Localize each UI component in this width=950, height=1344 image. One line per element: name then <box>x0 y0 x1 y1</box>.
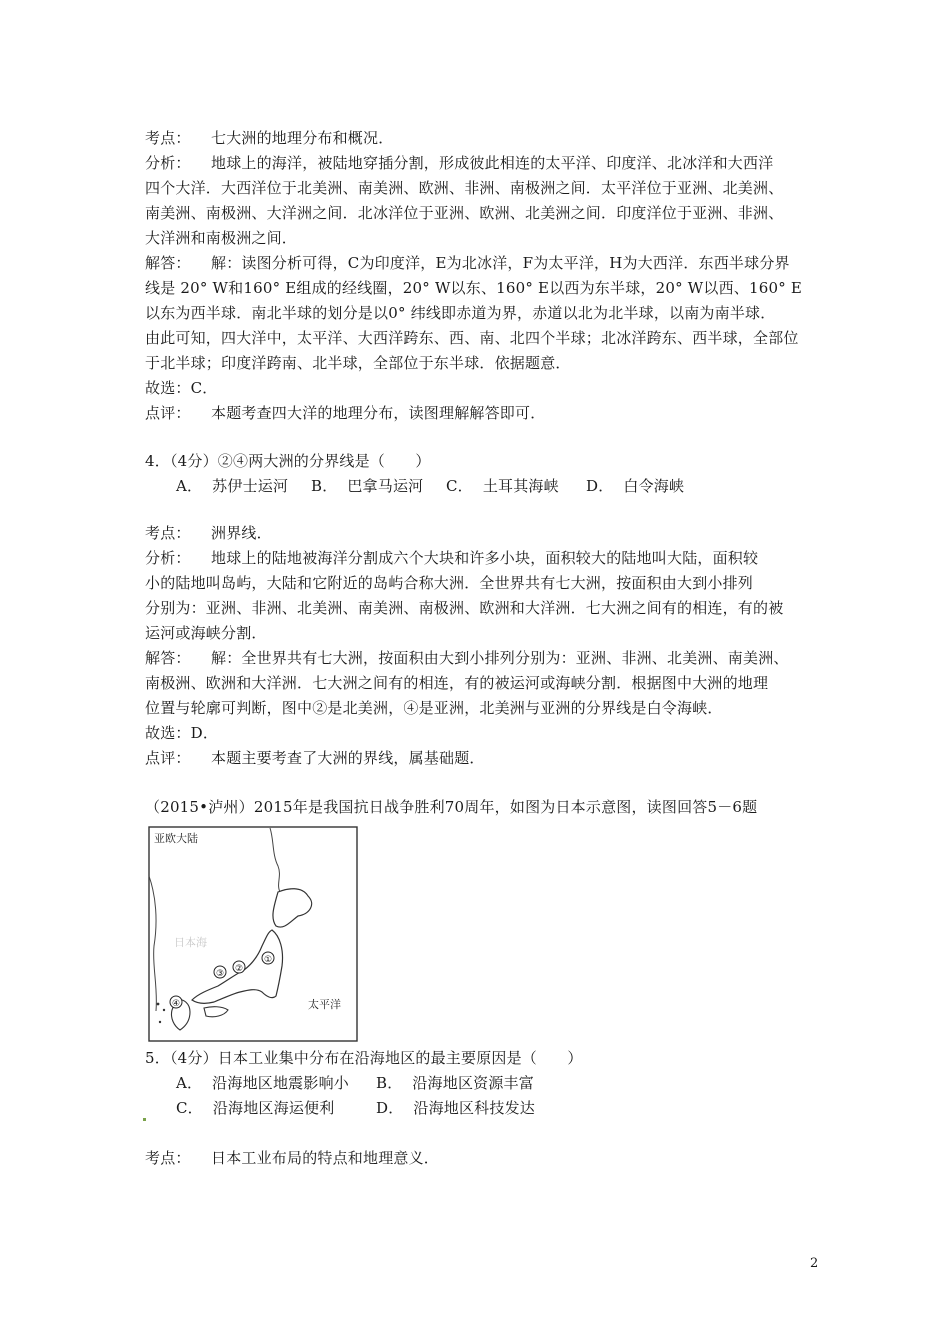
label-dianping: 点评： <box>145 749 191 767</box>
q4-option-c: C． 土耳其海峡 <box>446 477 559 495</box>
label-guxuan: 故选： <box>145 724 191 742</box>
label-kaodian: 考点： <box>145 524 191 542</box>
japan-map <box>148 826 358 1042</box>
map-label-ocean: 太平洋 <box>308 998 341 1011</box>
label-guxuan: 故选： <box>145 379 191 397</box>
group-intro: （2015•泸州）2015年是我国抗日战争胜利70周年，如图为日本示意图，读图回答5－6题 <box>145 798 758 816</box>
q4-jieda-line <box>145 648 789 668</box>
marker-4-label: ④ <box>171 999 181 1009</box>
q3-answer-line <box>145 378 218 398</box>
q3-fenxi-2: 南美洲、南极洲、大洋洲之间．北冰洋位于亚洲、欧洲、北美洲之间．印度洋位于亚洲、非洲、 <box>145 204 784 222</box>
q5-option-a: A． 沿海地区地震影响小 <box>176 1074 349 1092</box>
label-fenxi: 分析： <box>145 154 191 172</box>
islet <box>163 1009 165 1011</box>
islet <box>159 1021 161 1023</box>
q3-dianping: 本题考查四大洋的地理分布，读图理解解答即可． <box>211 404 546 422</box>
label-jieda: 解答： <box>145 254 191 272</box>
q4-jieda-1: 南极洲、欧洲和大洋洲．七大洲之间有的相连，有的被运河或海峡分割．根据图中大洲的地理 <box>145 674 769 692</box>
q4-answer: D． <box>190 724 219 742</box>
q3-jieda-2: 以东为西半球．南北半球的划分是以0° 纬线即赤道为界，赤道以北为北半球，以南为南半球． <box>145 304 776 322</box>
q5-kaodian-line <box>145 1148 439 1168</box>
q3-fenxi-1: 四个大洋．大西洋位于北美洲、南美洲、欧洲、非洲、南极洲之间．太平洋位于亚洲、北美洲、 <box>145 179 784 197</box>
q4-jieda-0: 解：全世界共有七大洲，按面积由大到小排列分别为：亚洲、非洲、北美洲、南美洲、 <box>211 649 789 667</box>
q4-dianping-line <box>145 748 485 768</box>
scan-artifact <box>143 1118 146 1121</box>
map-label-sea: 日本海 <box>174 936 207 949</box>
q4-stem: 4．（4分）②④两大洲的分界线是（ ） <box>145 452 431 470</box>
q4-kaodian: 洲界线． <box>211 524 272 542</box>
q3-kaodian-line <box>145 128 393 148</box>
q4-fenxi-3: 运河或海峡分割． <box>145 624 267 642</box>
q4-fenxi-2: 分别为：亚洲、非洲、北美洲、南美洲、南极洲、欧洲和大洋洲．七大洲之间有的相连，有的被 <box>145 599 784 617</box>
q3-fenxi-0: 地球上的海洋，被陆地穿插分割，形成彼此相连的太平洋、印度洋、北冰洋和大西洋 <box>211 154 774 172</box>
marker-1-label: ① <box>263 955 273 965</box>
q5-option-c: C． 沿海地区海运便利 <box>176 1099 335 1117</box>
q5-option-d: D． 沿海地区科技发达 <box>376 1099 535 1117</box>
q4-fenxi-0: 地球上的陆地被海洋分割成六个大块和许多小块，面积较大的陆地叫大陆，面积较 <box>211 549 759 567</box>
q5-option-b: B． 沿海地区资源丰富 <box>376 1074 534 1092</box>
q3-jieda-4: 于北半球；印度洋跨南、北半球，全部位于东半球．依据题意． <box>145 354 571 372</box>
q3-jieda-0: 解：读图分析可得，C为印度洋，E为北冰洋，F为太平洋，H为大西洋．东西半球分界 <box>211 254 790 272</box>
q5-kaodian: 日本工业布局的特点和地理意义． <box>211 1149 440 1167</box>
q3-fenxi-line <box>145 153 773 173</box>
q5-options-row1 <box>176 1073 534 1093</box>
q5-options-row2 <box>176 1098 535 1118</box>
map-label-continent: 亚欧大陆 <box>154 832 198 845</box>
q3-answer: C． <box>190 379 218 397</box>
q4-dianping: 本题主要考查了大洲的界线，属基础题． <box>211 749 485 767</box>
q4-jieda-2: 位置与轮廓可判断，图中②是北美洲，④是亚洲，北美洲与亚洲的分界线是白令海峡． <box>145 699 723 717</box>
q3-kaodian: 七大洲的地理分布和概况． <box>211 129 394 147</box>
q3-jieda-3: 由此可知，四大洋中，太平洋、大西洋跨东、西、南、北四个半球；北冰洋跨东、西半球，全部位 <box>145 329 799 347</box>
label-kaodian: 考点： <box>145 1149 191 1167</box>
q4-answer-line <box>145 723 218 743</box>
q4-fenxi-line <box>145 548 758 568</box>
q4-option-d: D． 白令海峡 <box>586 477 685 495</box>
q4-option-a: A． 苏伊士运河 <box>176 477 289 495</box>
label-fenxi: 分析： <box>145 549 191 567</box>
q3-fenxi-3: 大洋洲和南极洲之间． <box>145 229 298 247</box>
q4-option-b: B． 巴拿马运河 <box>311 477 424 495</box>
q3-jieda-1: 线是 20° W和160° E组成的经线圈，20° W以东、160° E以西为东半球，20° W以西、160° E <box>145 279 803 297</box>
q5-stem: 5．（4分）日本工业集中分布在沿海地区的最主要原因是（ ） <box>145 1049 583 1067</box>
q3-dianping-line <box>145 403 545 423</box>
q4-options <box>176 476 684 496</box>
label-dianping: 点评： <box>145 404 191 422</box>
label-jieda: 解答： <box>145 649 191 667</box>
page-number: 2 <box>810 1256 819 1271</box>
marker-2-label: ② <box>234 964 244 974</box>
q4-fenxi-1: 小的陆地叫岛屿，大陆和它附近的岛屿合称大洲．全世界共有七大洲，按面积由大到小排列 <box>145 574 754 592</box>
q4-kaodian-line <box>145 523 272 543</box>
islet <box>157 1003 160 1006</box>
label-kaodian: 考点： <box>145 129 191 147</box>
q3-jieda-line <box>145 253 790 273</box>
marker-3-label: ③ <box>215 969 225 979</box>
